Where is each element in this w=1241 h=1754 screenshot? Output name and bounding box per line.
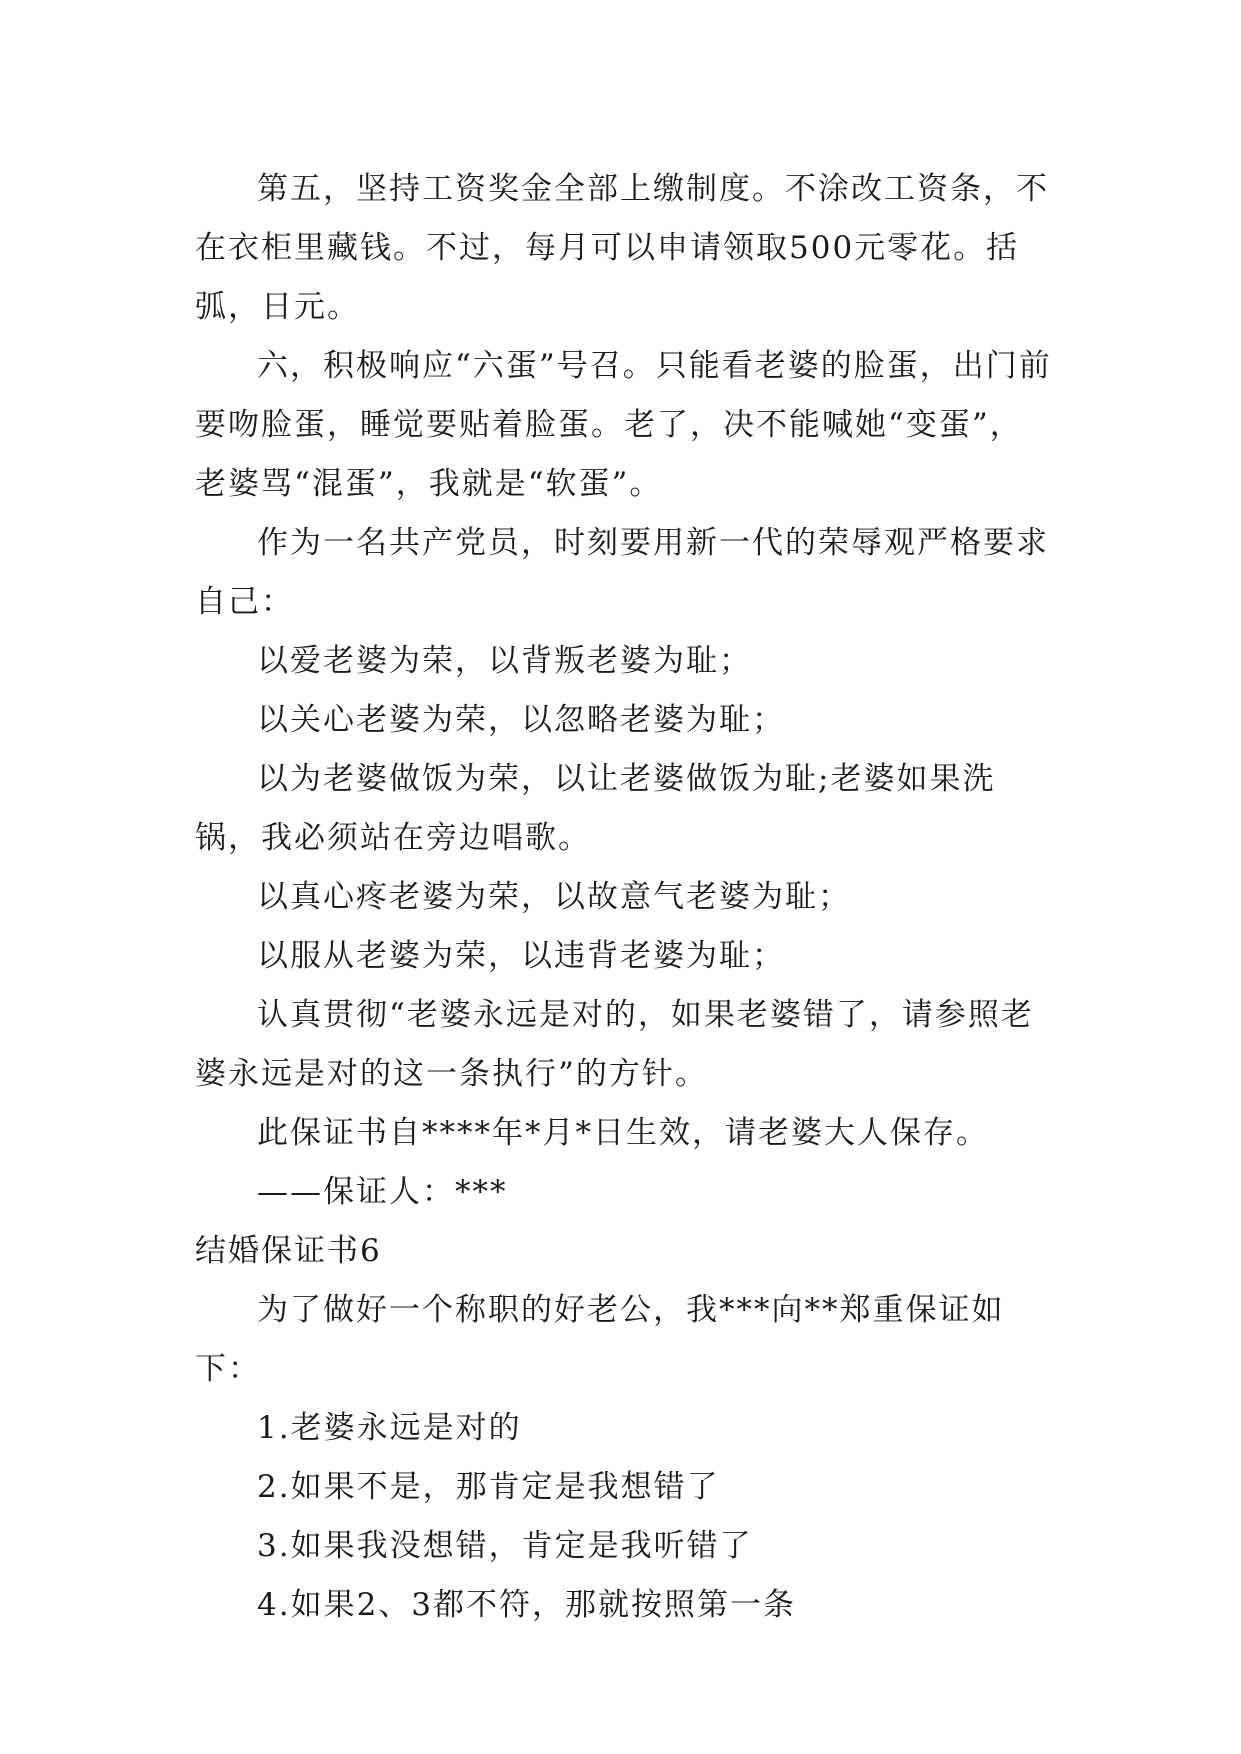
section-title: 结婚保证书6 <box>195 1233 382 1269</box>
paragraph-policy: 认真贯彻“老婆永远是对的，如果老婆错了，请参照老婆永远是对的这一条执行”的方针。 <box>195 997 1034 1092</box>
paragraph-salary-rule: 第五，坚持工资奖金全部上缴制度。不涂改工资条，不在衣柜里藏钱。不过，每月可以申请领取500元零花。括弧，日元。 <box>195 171 1049 325</box>
paragraph-signer: ——保证人：*** <box>257 1174 508 1210</box>
paragraph-party-member-intro: 作为一名共产党员，时刻要用新一代的荣辱观严格要求自己： <box>195 525 1049 620</box>
paragraph-honor-2: 以关心老婆为荣，以忽略老婆为耻； <box>257 702 785 738</box>
paragraph-six-eggs-rule: 六，积极响应“六蛋”号召。只能看老婆的脸蛋，出门前要吻脸蛋，睡觉要贴着脸蛋。老了，决不能喊她“变蛋”，老婆骂“混蛋”，我就是“软蛋”。 <box>195 348 1052 502</box>
paragraph-honor-3: 以为老婆做饭为荣，以让老婆做饭为耻;老婆如果洗锅，我必须站在旁边唱歌。 <box>195 761 996 856</box>
list-item-4: 4.如果2、3都不符，那就按照第一条 <box>257 1587 797 1623</box>
paragraph-honor-4: 以真心疼老婆为荣，以故意气老婆为耻； <box>257 879 851 915</box>
paragraph-effective-date: 此保证书自****年*月*日生效，请老婆大人保存。 <box>257 1115 989 1151</box>
paragraph-honor-5: 以服从老婆为荣，以违背老婆为耻； <box>257 938 785 974</box>
list-item-1: 1.老婆永远是对的 <box>257 1410 522 1446</box>
document-body <box>195 160 1055 1635</box>
paragraph-honor-1: 以爱老婆为荣，以背叛老婆为耻； <box>257 643 752 679</box>
list-item-3: 3.如果我没想错，肯定是我听错了 <box>257 1528 753 1564</box>
list-item-2: 2.如果不是，那肯定是我想错了 <box>257 1469 720 1505</box>
paragraph-pledge-intro: 为了做好一个称职的好老公，我***向**郑重保证如下： <box>195 1292 1005 1387</box>
